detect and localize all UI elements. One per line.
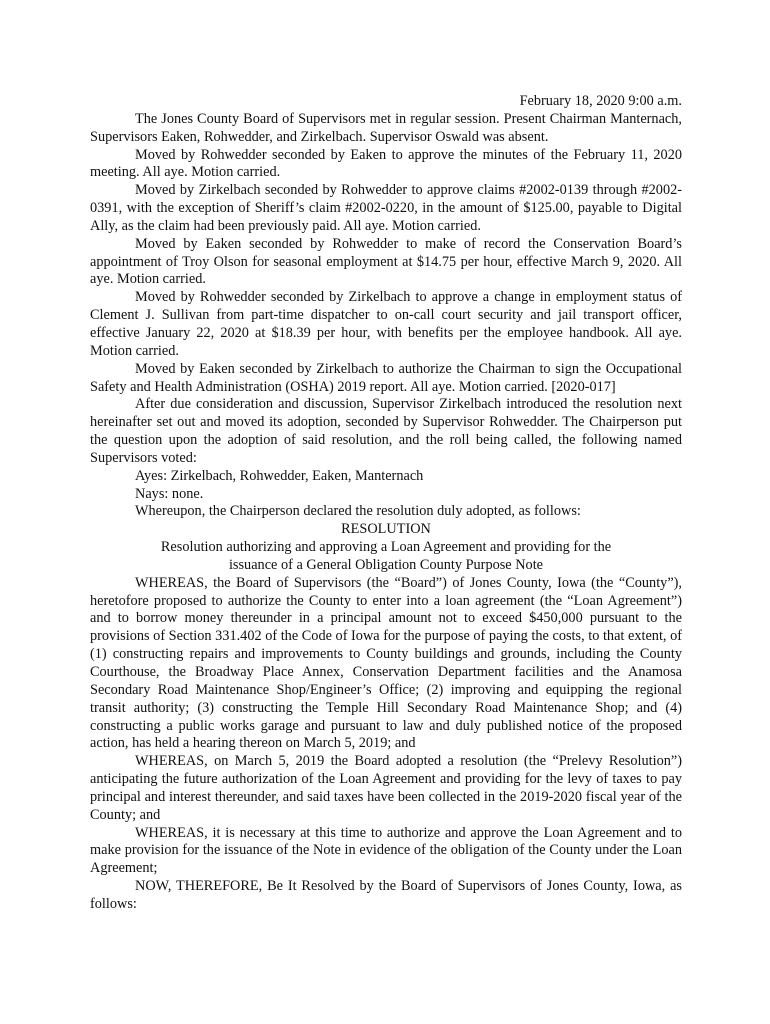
resolution-whereas-3: WHEREAS, it is necessary at this time to authorize and approve the Loan Agreement and to make provision for the issuance of the Note in evidence of the obligation of the County under the Loan Agreement;	[90, 824, 682, 877]
resolution-title-line2: issuance of a General Obligation County Purpose Note	[228, 556, 544, 573]
resolution-whereas-1: WHEREAS, the Board of Supervisors (the “Board”) of Jones County, Iowa (the “County”), heretofore proposed to authorize the County to enter into a loan agreement (the “Loan Agreement”) and to borrow money thereunder in a principal amount not to exceed $450,000 pursuant to the provisions of Section 331.402 of the Code of Iowa for the purpose of paying the costs, to that extent, of (1) constructing repairs and improvements to County buildings and grounds, including the County Courthouse, the Broadway Place Annex, Conservation Department facilities and the Anamosa Secondary Road Maintenance Shop/Engineer’s Office; (2) improving and equipping the regional transit authority; (3) constructing the Temple Hill Secondary Road Maintenance Shop; and (4) constructing a public works garage and pursuant to law and duly published notice of the proposed action, has held a hearing thereon on March 5, 2019; and	[90, 574, 682, 752]
paragraph-resolution-intro: After due consideration and discussion, Supervisor Zirkelbach introduced the resolution next hereinafter set out and moved its adoption, seconded by Supervisor Rohwedder. The Chairperson put the question upon the adoption of said resolution, and the roll being called, the following named Supervisors voted:	[90, 396, 682, 466]
vote-result: Whereupon, the Chairperson declared the resolution duly adopted, as follows:	[135, 503, 581, 520]
paragraph-attendance: The Jones County Board of Supervisors met in regular session. Present Chairman Manternach, Supervisors Eaken, Rohwedder, and Zirkelbach. Supervisor Oswald was absent.	[90, 110, 682, 145]
resolution-heading: RESOLUTION	[341, 521, 431, 538]
resolution-now-therefore: NOW, THEREFORE, Be It Resolved by the Board of Supervisors of Jones County, Iowa, as follows:	[90, 878, 682, 912]
paragraph-conservation-motion: Moved by Eaken seconded by Rohwedder to make of record the Conservation Board’s appointment of Troy Olson for seasonal employment at $14.75 per hour, effective March 9, 2020. All aye. Motion carried.	[90, 235, 682, 288]
resolution-title-line1: Resolution authorizing and approving a Loan Agreement and providing for the	[160, 539, 612, 556]
meeting-date: February 18, 2020 9:00 a.m.	[519, 93, 682, 109]
document-page	[90, 93, 682, 914]
vote-nays: Nays: none.	[135, 485, 204, 502]
vote-ayes: Ayes: Zirkelbach, Rohwedder, Eaken, Manternach	[135, 467, 424, 484]
paragraph-employment-motion: Moved by Rohwedder seconded by Zirkelbach to approve a change in employment status of Clement J. Sullivan from part-time dispatcher to on-call court security and jail transport officer, effective January 22, 2020 at $18.39 per hour, with benefits per the employee handbook. All aye. Motion carried.	[90, 289, 682, 359]
paragraph-claims-motion: Moved by Zirkelbach seconded by Rohwedder to approve claims #2002-0139 through #2002-0391, with the exception of Sheriff’s claim #2002-0220, in the amount of $125.00, payable to Digital Ally, as the claim had been previously paid. All aye. Motion carried.	[90, 182, 682, 234]
paragraph-osha-motion: Moved by Eaken seconded by Zirkelbach to authorize the Chairman to sign the Occupational Safety and Health Administration (OSHA) 2019 report. All aye. Motion carried. [2020-017]	[90, 360, 682, 395]
paragraph-minutes-motion: Moved by Rohwedder seconded by Eaken to approve the minutes of the February 11, 2020 meeting. All aye. Motion carried.	[90, 146, 682, 181]
resolution-whereas-2: WHEREAS, on March 5, 2019 the Board adopted a resolution (the “Prelevy Resolution”) anticipating the future authorization of the Loan Agreement and providing for the levy of taxes to pay principal and interest thereunder, and said taxes have been collected in the 2019-2020 fiscal year of the County; and	[90, 753, 682, 823]
